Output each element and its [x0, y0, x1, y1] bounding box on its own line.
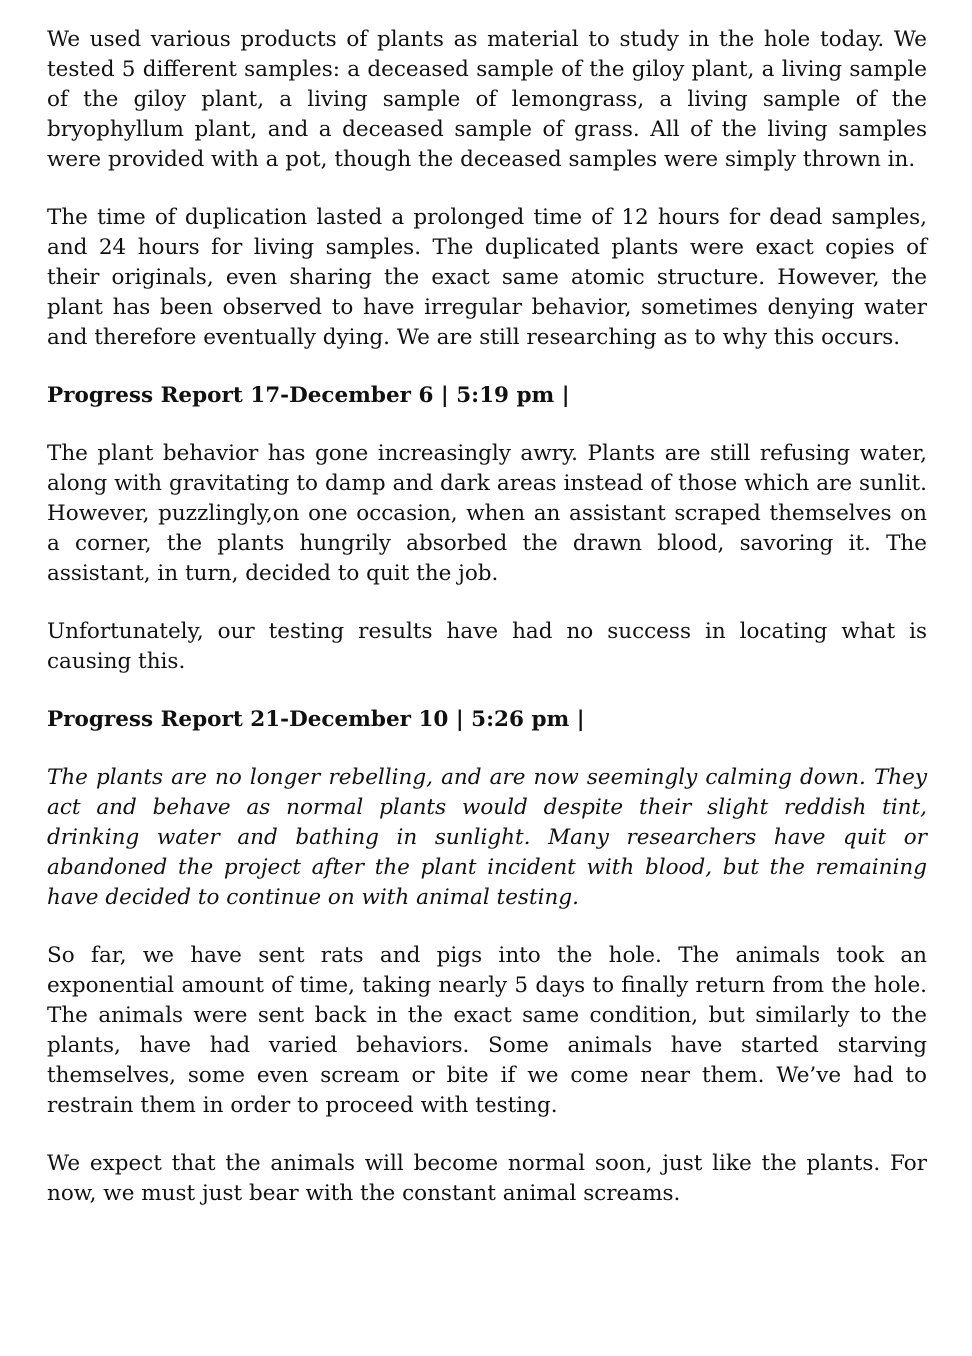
- paragraph-plant-behavior: The plant behavior has gone increasingly awry. Plants are still refusing water, along with gravitating to damp and dark areas instead of those which are sunlit. However, puzzlingly,on one occasion, when an assistant scraped themselves on a corner, the plants hungrily absorbed the drawn blood, savoring it. The assistant, in turn, decided to quit the job.: [47, 441, 927, 586]
- paragraph-duplication: The time of duplication lasted a prolonged time of 12 hours for dead samples, and 24 hours for living samples. The duplicated plants were exact copies of their originals, even sharing the exact same atomic structure. However, the plant has been observed to have irregular behavior, sometimes denying water and therefore eventually dying. We are still researching as to why this occurs.: [47, 205, 927, 350]
- progress-report-21-heading: Progress Report 21-December 10 | 5:26 pm |: [47, 707, 585, 732]
- paragraph-samples: We used various products of plants as material to study in the hole today. We tested 5 different samples: a deceased sample of the giloy plant, a living sample of the giloy plant, a living sample of lemongrass, a living sample of the bryophyllum plant, and a deceased sample of grass. All of the living samples were provided with a pot, though the deceased samples were simply thrown in.: [47, 27, 927, 172]
- progress-report-17-heading: Progress Report 17-December 6 | 5:19 pm |: [47, 383, 570, 408]
- paragraph-expectation: We expect that the animals will become normal soon, just like the plants. For now, we must just bear with the constant animal screams.: [47, 1151, 927, 1206]
- paragraph-animal-testing: So far, we have sent rats and pigs into the hole. The animals took an exponential amount of time, taking nearly 5 days to finally return from the hole. The animals were sent back in the exact same condition, but similarly to the plants, have had varied behaviors. Some animals have started starving themselves, some even scream or bite if we come near them. We’ve had to restrain them in order to proceed with testing.: [47, 943, 927, 1118]
- document-page: [47, 25, 927, 1237]
- paragraph-plants-calming: The plants are no longer rebelling, and are now seemingly calming down. They act and behave as normal plants would despite their slight reddish tint, drinking water and bathing in sunlight. Many researchers have quit or abandoned the project after the plant incident with blood, but the remaining have decided to continue on with animal testing.: [47, 765, 927, 910]
- paragraph-testing-results: Unfortunately, our testing results have had no success in locating what is causing this.: [47, 619, 927, 674]
